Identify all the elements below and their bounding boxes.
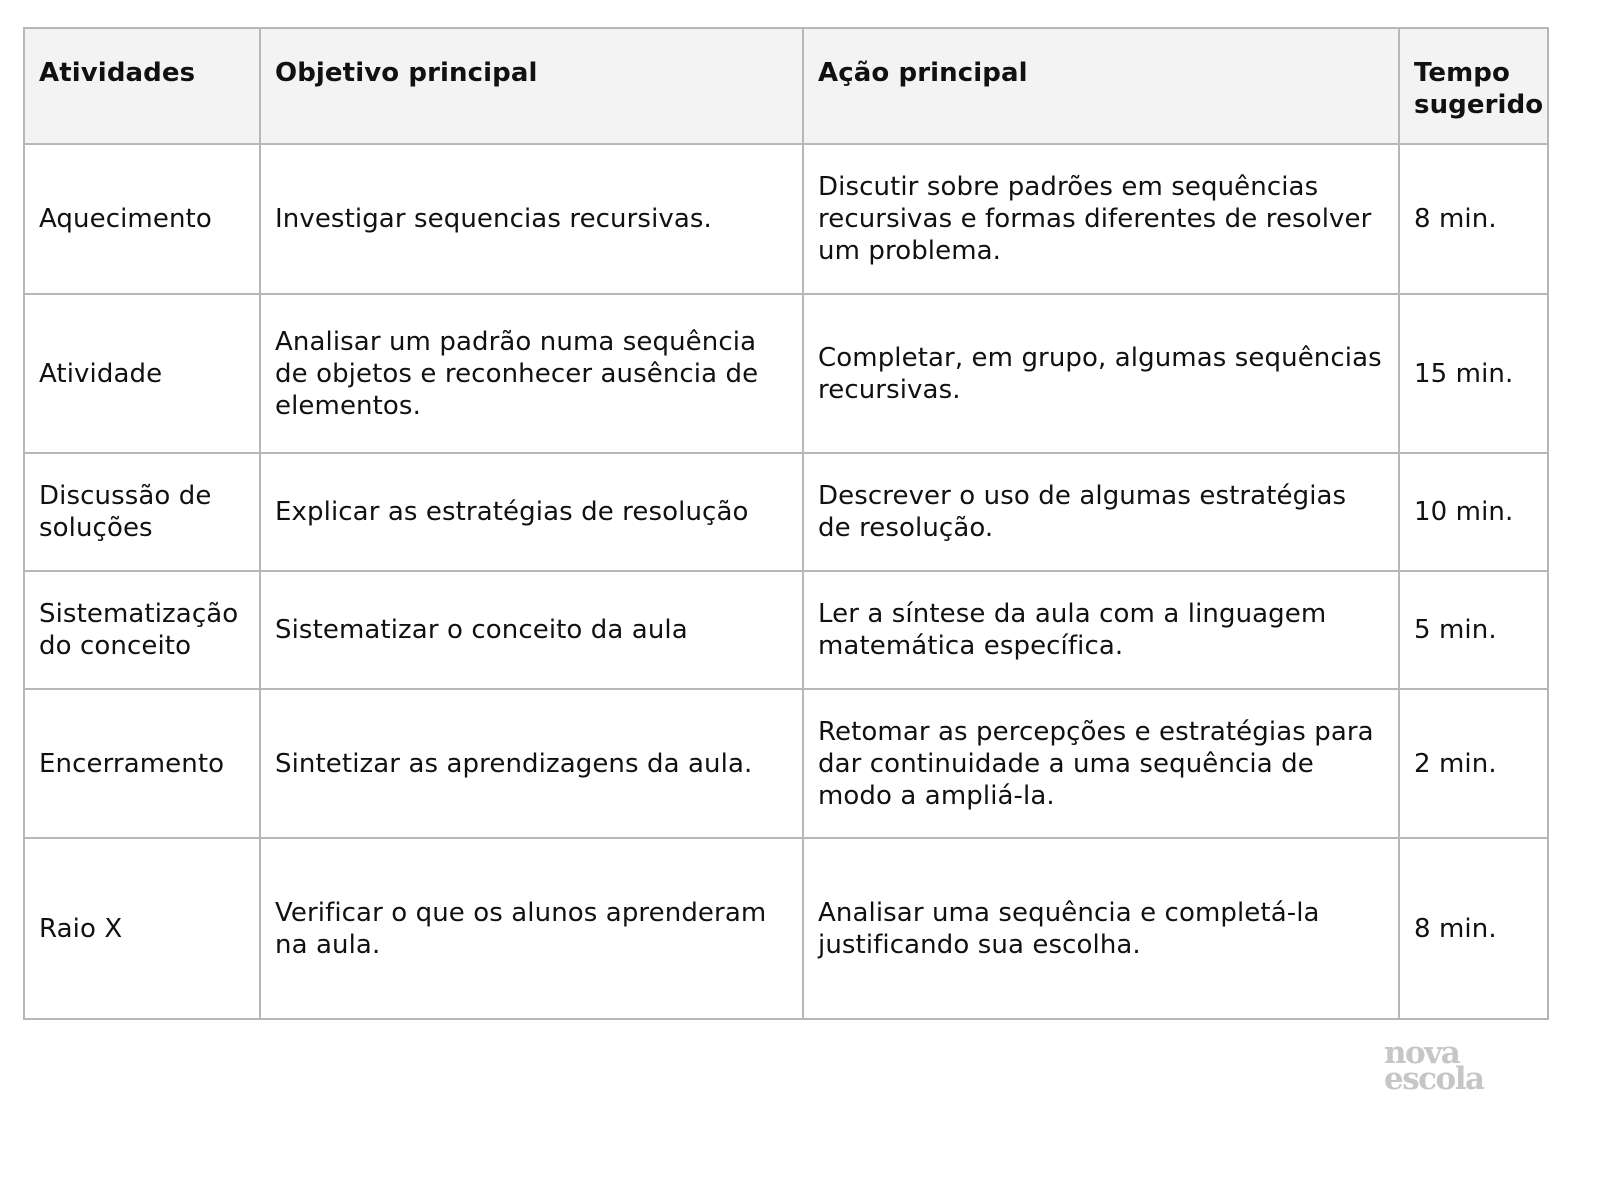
cell-objetivo: Sintetizar as aprendizagens da aula. bbox=[260, 689, 803, 838]
table-row bbox=[24, 571, 1548, 689]
header-tempo: Tempo sugerido bbox=[1399, 28, 1548, 144]
table-row bbox=[24, 453, 1548, 571]
cell-atividade: Raio X bbox=[24, 838, 260, 1019]
cell-acao: Completar, em grupo, algumas sequências recursivas. bbox=[803, 294, 1399, 453]
cell-acao: Retomar as percepções e estratégias para dar continuidade a uma sequência de modo a ampliá-la. bbox=[803, 689, 1399, 838]
cell-atividade: Atividade bbox=[24, 294, 260, 453]
cell-objetivo: Investigar sequencias recursivas. bbox=[260, 144, 803, 294]
cell-tempo: 8 min. bbox=[1399, 838, 1548, 1019]
table-row bbox=[24, 689, 1548, 838]
table-row bbox=[24, 144, 1548, 294]
header-objetivo: Objetivo principal bbox=[260, 28, 803, 144]
cell-acao: Ler a síntese da aula com a linguagem matemática específica. bbox=[803, 571, 1399, 689]
cell-tempo: 10 min. bbox=[1399, 453, 1548, 571]
header-row bbox=[24, 28, 1548, 144]
cell-atividade: Discussão de soluções bbox=[24, 453, 260, 571]
cell-atividade: Sistematização do conceito bbox=[24, 571, 260, 689]
table-body bbox=[24, 144, 1548, 1019]
cell-atividade: Encerramento bbox=[24, 689, 260, 838]
header-acao: Ação principal bbox=[803, 28, 1399, 144]
logo-line-escola: escola bbox=[1384, 1061, 1484, 1097]
cell-objetivo: Verificar o que os alunos aprenderam na aula. bbox=[260, 838, 803, 1019]
cell-objetivo: Analisar um padrão numa sequência de objetos e reconhecer ausência de elementos. bbox=[260, 294, 803, 453]
cell-acao: Analisar uma sequência e completá-la justificando sua escolha. bbox=[803, 838, 1399, 1019]
cell-tempo: 2 min. bbox=[1399, 689, 1548, 838]
lesson-plan-table bbox=[23, 27, 1549, 1020]
table-row bbox=[24, 838, 1548, 1019]
cell-objetivo: Sistematizar o conceito da aula bbox=[260, 571, 803, 689]
cell-tempo: 8 min. bbox=[1399, 144, 1548, 294]
cell-acao: Discutir sobre padrões em sequências recursivas e formas diferentes de resolver um problema. bbox=[803, 144, 1399, 294]
cell-acao: Descrever o uso de algumas estratégias de resolução. bbox=[803, 453, 1399, 571]
logo-line-nova: nova bbox=[1384, 1035, 1460, 1071]
cell-tempo: 5 min. bbox=[1399, 571, 1548, 689]
header-atividades: Atividades bbox=[24, 28, 260, 144]
nova-escola-logo bbox=[1384, 1035, 1524, 1097]
table-row bbox=[24, 294, 1548, 453]
cell-atividade: Aquecimento bbox=[24, 144, 260, 294]
cell-objetivo: Explicar as estratégias de resolução bbox=[260, 453, 803, 571]
table-header bbox=[24, 28, 1548, 144]
cell-tempo: 15 min. bbox=[1399, 294, 1548, 453]
